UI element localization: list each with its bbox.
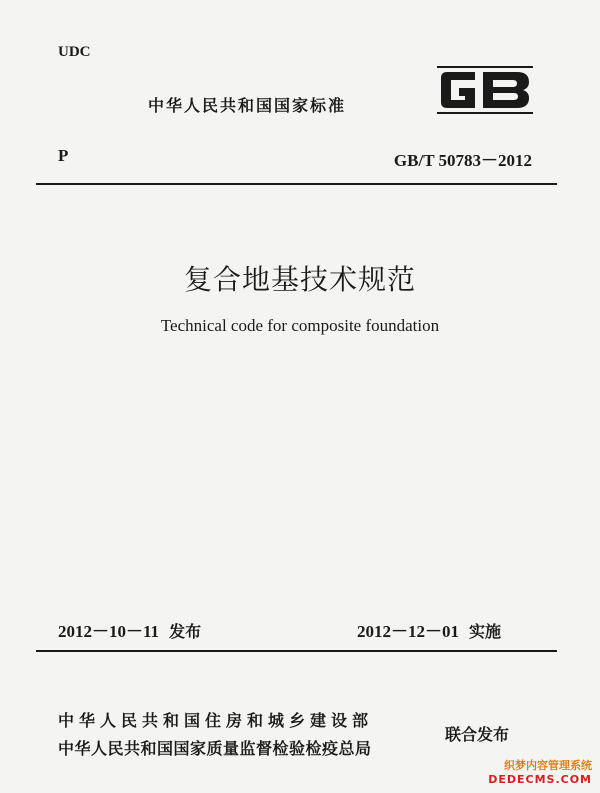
- standard-category: 中华人民共和国国家标准: [148, 96, 347, 115]
- publisher-ministry: 中华人民共和国住房和城乡建设部: [58, 711, 374, 730]
- implement-label: 实施: [469, 622, 502, 641]
- title-english: Technical code for composite foundation: [160, 316, 440, 335]
- implement-date: 2012－12－01: [357, 622, 459, 641]
- watermark-line2: DEDECMS.COM: [488, 773, 592, 786]
- udc-label: UDC: [58, 44, 91, 60]
- standard-number: GB/T 50783－2012: [393, 151, 532, 170]
- issue-date-block: [58, 617, 201, 642]
- watermark-line1: 织梦内容管理系统: [504, 759, 592, 772]
- gb-logo: [437, 64, 533, 116]
- implement-date-block: [357, 617, 501, 642]
- top-divider: [36, 183, 557, 185]
- bottom-divider: [36, 650, 557, 652]
- issue-date: 2012－10－11: [58, 622, 160, 641]
- watermark: [488, 757, 592, 786]
- publisher-aqsiq: 中华人民共和国国家质量监督检验检疫总局: [58, 739, 372, 758]
- classification-code: P: [58, 146, 69, 165]
- joint-issue-label: 联合发布: [445, 725, 510, 744]
- title-chinese: 复合地基技术规范: [183, 263, 416, 296]
- issue-label: 发布: [169, 622, 202, 641]
